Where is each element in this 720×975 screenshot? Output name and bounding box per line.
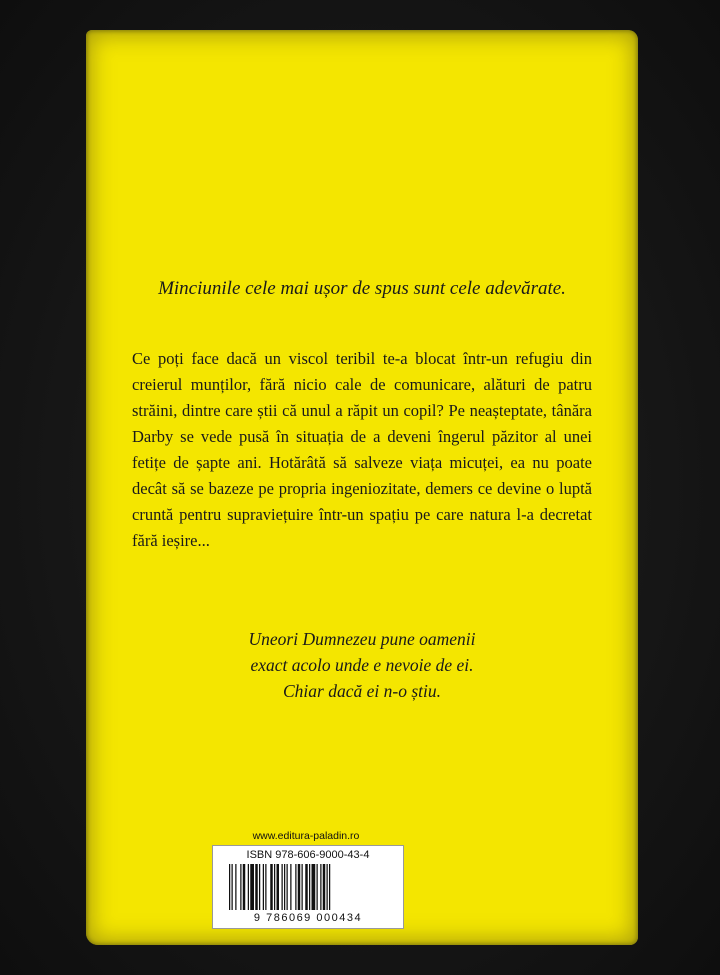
barcode-bar xyxy=(309,864,310,910)
barcode-bar xyxy=(265,864,266,910)
barcode-bar xyxy=(259,864,260,910)
barcode-bar xyxy=(243,864,246,910)
barcode-bar xyxy=(327,864,328,910)
barcode-bar xyxy=(229,864,230,910)
barcode-bar xyxy=(277,864,280,910)
yellow-paper-panel xyxy=(86,30,638,945)
barcode-bar xyxy=(232,864,233,910)
blurb-text: Ce poți face dacă un viscol teribil te-a blocat într-un refugiu din creierul munților, fără nicio cale de comunicare, alături de patru străini, dintre care știi că unul a răpit un copil? Pe neașteptate, tânăra Darby se vede pusă în situația de a deveni îngerul păzitor al unei fetițe de șapte ani. Hotărâtă să salveze viața micuței, ea nu poate decât să se bazeze pe propria ingeniozitate, demers ce devine o luptă cruntă pentru supraviețuire într-un spațiu pe care natura l-a decretat fără ieșire... xyxy=(132,349,592,550)
barcode-bar xyxy=(320,864,321,910)
tagline: Minciunile cele mai ușor de spus sunt cele adevărate. xyxy=(158,278,566,299)
barcode-bar xyxy=(240,864,241,910)
barcode-number: 9 786069 000434 xyxy=(253,912,363,924)
barcode-bar xyxy=(248,864,249,910)
barcode-bar xyxy=(250,864,254,910)
barcode-bar xyxy=(287,864,288,910)
barcode-bar xyxy=(298,864,301,910)
closing-line-3: Chiar dacă ei n-o știu. xyxy=(283,681,441,701)
publisher-website: www.editura-paladin.ro xyxy=(252,830,360,842)
closing-line-2: exact acolo unde e nevoie de ei. xyxy=(250,655,474,675)
barcode-bar xyxy=(302,864,303,910)
barcode-bar xyxy=(263,864,264,910)
barcode-bar xyxy=(323,864,326,910)
barcode-bar xyxy=(284,864,285,910)
barcode-bar xyxy=(235,864,236,910)
barcode-box xyxy=(212,845,404,929)
barcode-bar xyxy=(270,864,273,910)
barcode-bar xyxy=(305,864,308,910)
barcode-bars xyxy=(229,864,387,910)
isbn-label: ISBN 978-606-9000-43-4 xyxy=(246,849,370,861)
barcode-bar xyxy=(317,864,318,910)
barcode-bar xyxy=(329,864,330,910)
closing-line-1: Uneori Dumnezeu pune oamenii xyxy=(248,629,476,649)
barcode-bar xyxy=(255,864,258,910)
barcode-bar xyxy=(290,864,291,910)
barcode-bar xyxy=(282,864,283,910)
barcode-bar xyxy=(295,864,296,910)
barcode-bar xyxy=(312,864,316,910)
barcode-bar xyxy=(274,864,275,910)
closing-quote xyxy=(86,626,638,704)
